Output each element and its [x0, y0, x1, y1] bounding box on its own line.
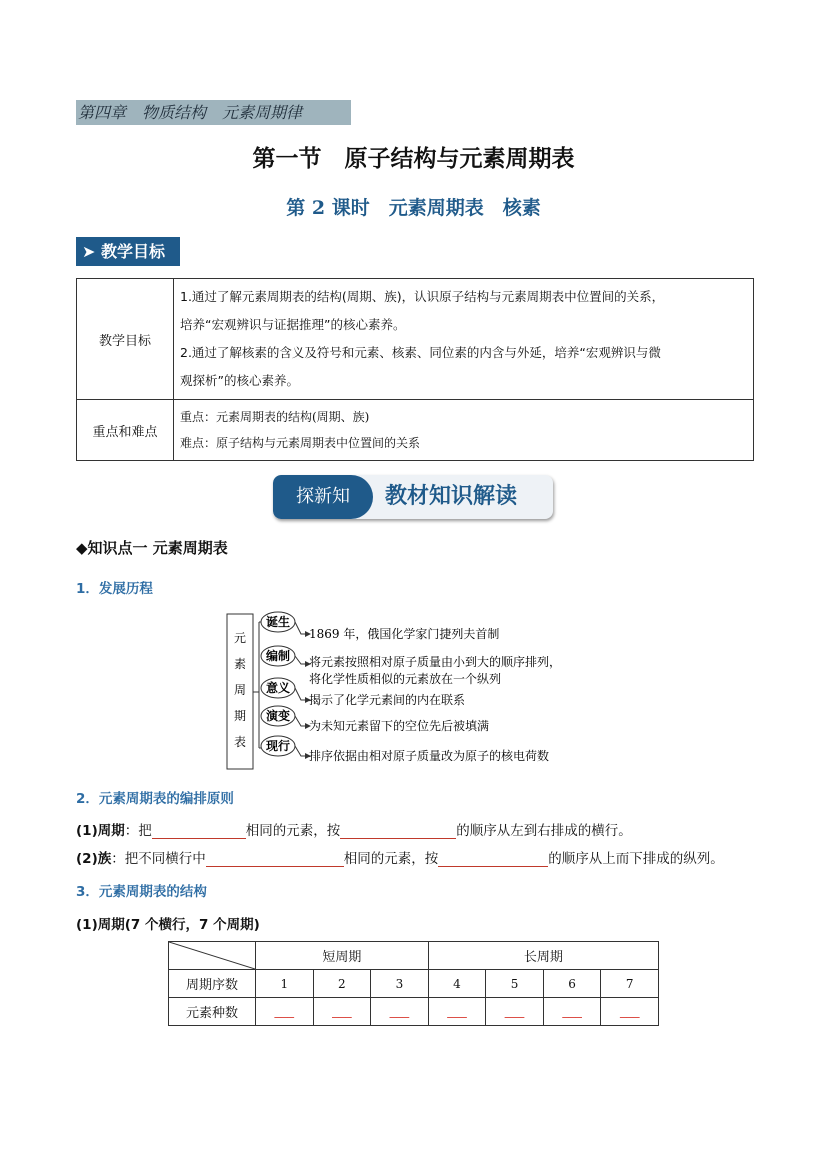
rule-text: ：把 [124, 823, 152, 839]
stage-desc: 揭示了化学元素间的内在联系 [309, 693, 466, 707]
diagram-vertical-char: 周 [233, 683, 247, 697]
diagram-vertical-char: 表 [233, 735, 247, 749]
rule-group [76, 847, 724, 867]
rule-period [76, 819, 632, 839]
period-group-row [169, 942, 659, 970]
stage-desc: 排序依据由相对原子质量改为原子的核电荷数 [309, 749, 550, 763]
row-label: 周期序数 [169, 970, 256, 998]
focus-row-head: 重点和难点 [77, 400, 174, 461]
element-count-blank[interactable]: ___ [428, 998, 486, 1026]
stage-tag: 意义 [265, 681, 291, 695]
rule-text: 相同的元素，按 [245, 823, 341, 839]
goals-row-content [174, 279, 754, 400]
element-count-blank[interactable]: ___ [543, 998, 601, 1026]
banner-left-label: 探新知 [273, 475, 373, 519]
rule-label: (2)族 [76, 851, 112, 867]
focus-line: 重点：元素周期表的结构(周期、族) [180, 410, 370, 424]
diagonal-line [169, 942, 255, 969]
row-label: 元素种数 [169, 998, 256, 1026]
development-diagram [225, 608, 625, 772]
stage-tag: 诞生 [265, 615, 291, 629]
goal-line: 观探析”的核心素养。 [180, 373, 299, 388]
period-heading: (1)周期(7 个横行，7 个周期) [76, 917, 260, 933]
chapter-label: 第四章 物质结构 元素周期律 [76, 100, 351, 125]
fill-blank[interactable] [152, 824, 246, 839]
short-period-header: 短周期 [256, 942, 429, 970]
banner-right-label: 教材知识解读 [385, 484, 518, 509]
rule-text: 的顺序从上而下排成的纵列。 [548, 851, 724, 867]
section-title: 第一节 原子结构与元素周期表 [252, 145, 575, 172]
period-number: 3 [371, 970, 429, 998]
element-count-blank[interactable]: ___ [371, 998, 429, 1026]
focus-row [77, 400, 754, 461]
element-count-blank[interactable]: ___ [256, 998, 314, 1026]
stage-current [259, 736, 549, 763]
rule-label: (1)周期 [76, 823, 125, 839]
goals-row [77, 279, 754, 400]
stage-tag: 编制 [265, 649, 291, 663]
goal-line: 培养“宏观辨识与证据推理”的核心素养。 [180, 317, 406, 332]
stage-evolution [261, 706, 489, 733]
rule-text: ：把不同横行中 [111, 851, 206, 867]
fill-blank[interactable] [340, 824, 456, 839]
subheading-structure: 3．元素周期表的结构 [76, 884, 207, 900]
goals-table [76, 278, 754, 461]
goal-line: 1.通过了解元素周期表的结构(周期、族)，认识原子结构与元素周期表中位置间的关系， [180, 289, 665, 304]
period-number: 2 [313, 970, 371, 998]
period-number: 4 [428, 970, 486, 998]
rule-text: 相同的元素，按 [343, 851, 439, 867]
period-number: 7 [601, 970, 659, 998]
period-table [168, 941, 659, 1026]
element-count-blank[interactable]: ___ [601, 998, 659, 1026]
section-banner [273, 475, 553, 519]
element-count-row [169, 998, 659, 1026]
element-count-blank[interactable]: ___ [486, 998, 544, 1026]
fill-blank[interactable] [438, 852, 548, 867]
long-period-header: 长周期 [428, 942, 658, 970]
goals-row-head: 教学目标 [77, 279, 174, 400]
period-number: 6 [543, 970, 601, 998]
diagram-vertical-char: 期 [233, 709, 247, 723]
element-count-blank[interactable]: ___ [313, 998, 371, 1026]
stage-tag: 演变 [265, 709, 291, 723]
period-number: 1 [256, 970, 314, 998]
stage-compile [261, 646, 561, 686]
stage-tag: 现行 [265, 739, 291, 753]
fill-blank[interactable] [206, 852, 344, 867]
stage-desc: 将化学性质相似的元素放在一个纵列 [309, 672, 502, 686]
stage-desc: 为未知元素留下的空位先后被填满 [309, 719, 490, 733]
stage-birth [259, 612, 499, 641]
corner-cell [169, 942, 256, 970]
subheading-arrangement: 2．元素周期表的编排原则 [76, 791, 234, 807]
stage-desc: 1869 年，俄国化学家门捷列夫首制 [309, 627, 500, 641]
diagram-vertical-char: 元 [233, 631, 247, 645]
subheading-development: 1．发展历程 [76, 581, 153, 597]
diagram-vertical-char: 素 [233, 657, 247, 671]
stage-desc: 将元素按照相对原子质量由小到大的顺序排列， [309, 655, 562, 669]
period-number-row [169, 970, 659, 998]
lesson-title: 第 2 课时 元素周期表 核素 [286, 197, 541, 219]
focus-line: 难点：原子结构与元素周期表中位置间的关系 [180, 436, 421, 450]
teaching-goals-badge: ➤ 教学目标 [76, 237, 180, 266]
goal-line: 2.通过了解核素的含义及符号和元素、核素、同位素的内含与外延，培养“宏观辨识与微 [180, 345, 661, 360]
rule-text: 的顺序从左到右排成的横行。 [456, 823, 632, 839]
diagram-brace [253, 622, 259, 748]
knowledge-point-heading: ◆知识点一 元素周期表 [76, 539, 228, 557]
period-number: 5 [486, 970, 544, 998]
focus-row-content [174, 400, 754, 461]
